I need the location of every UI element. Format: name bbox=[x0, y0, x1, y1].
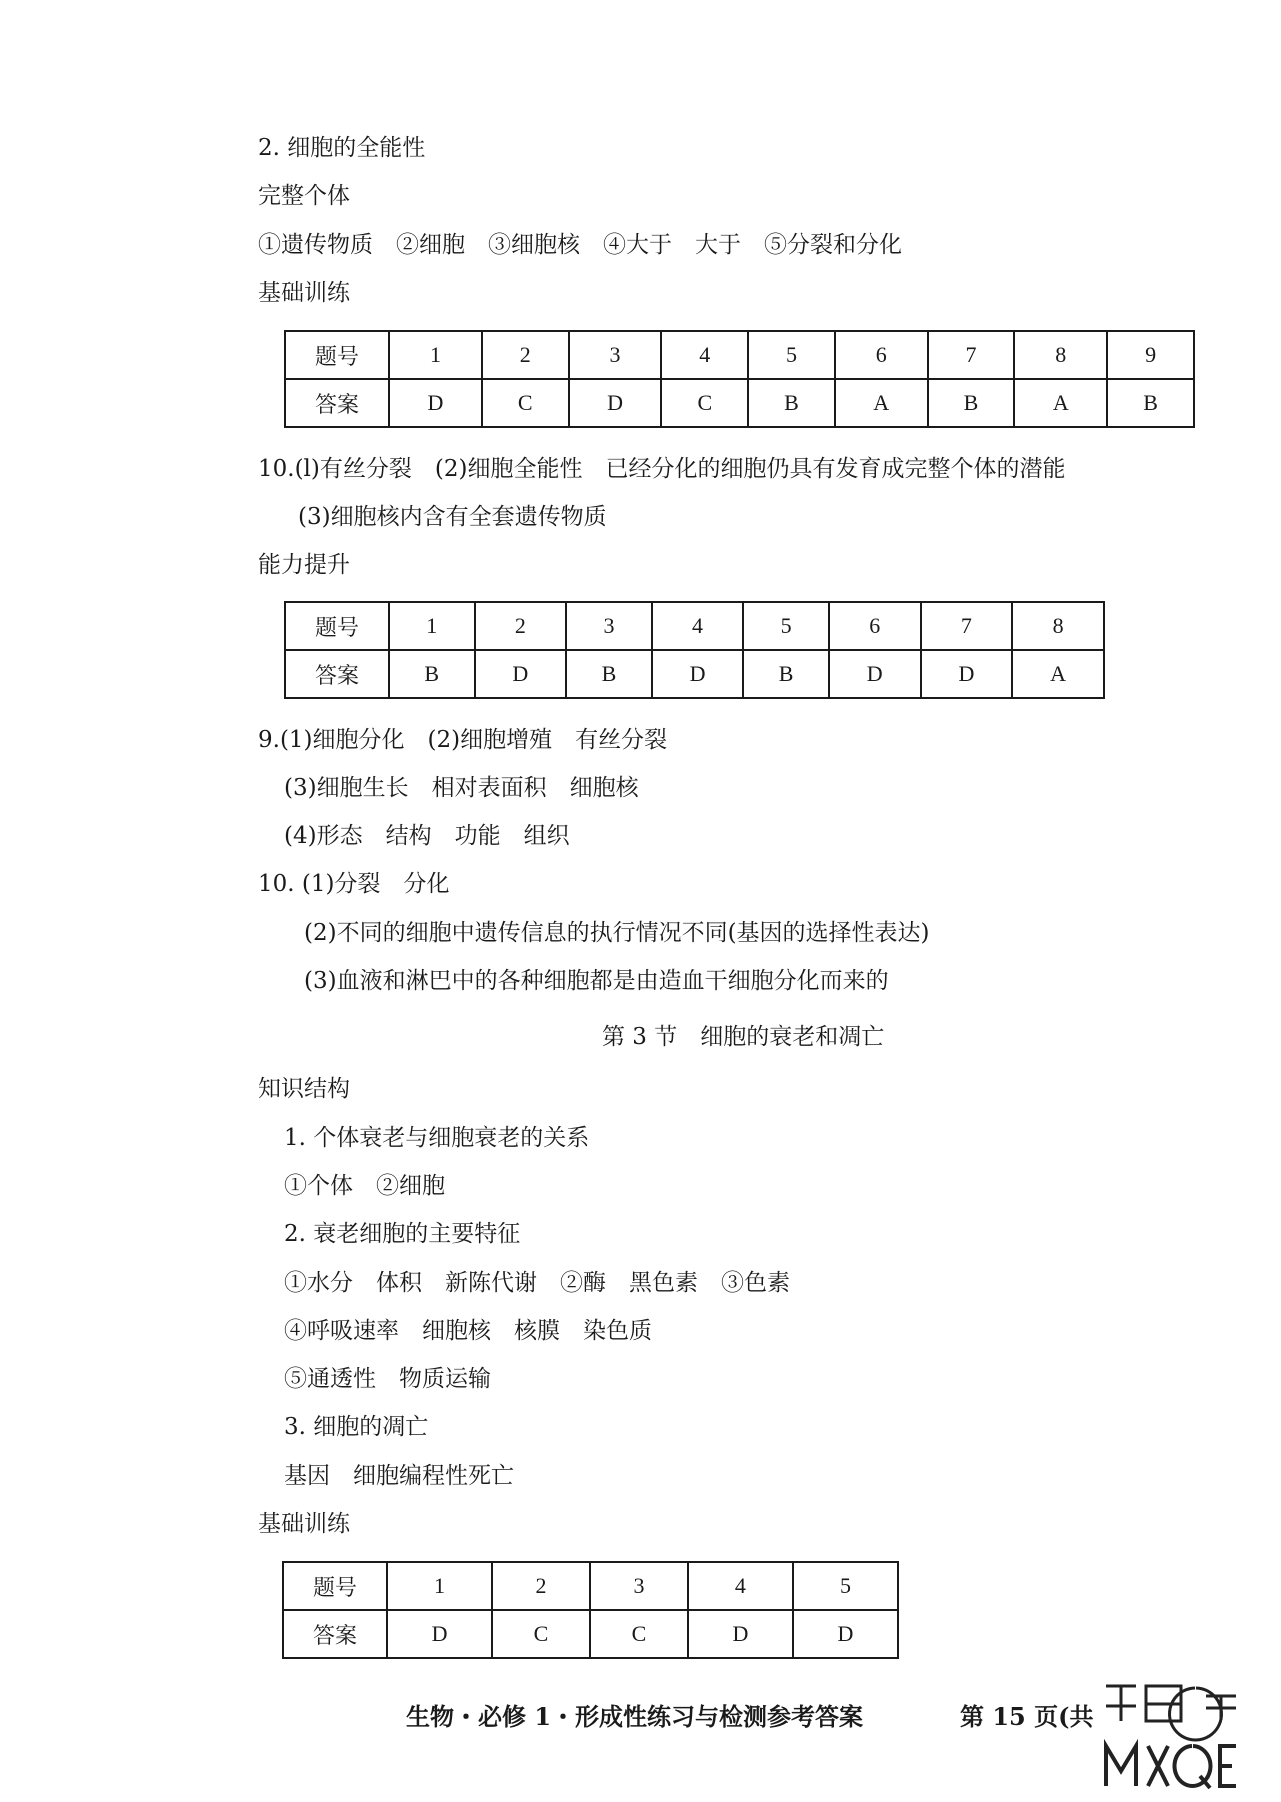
text-line: ④呼吸速率 细胞核 核膜 染色质 bbox=[284, 1318, 652, 1344]
table-cell: 7 bbox=[928, 331, 1015, 379]
text-line: 2. 衰老细胞的主要特征 bbox=[284, 1221, 521, 1247]
text-line: ①遗传物质 ②细胞 ③细胞核 ④大于 大于 ⑤分裂和分化 bbox=[258, 232, 902, 258]
text-line: ①个体 ②细胞 bbox=[284, 1173, 445, 1199]
table-row bbox=[285, 602, 1104, 650]
table-header-label: 题号 bbox=[285, 331, 389, 379]
answer-table-1 bbox=[284, 330, 1195, 428]
table-cell: B bbox=[928, 379, 1015, 427]
table-cell: D bbox=[829, 650, 921, 698]
table-cell: 3 bbox=[569, 331, 662, 379]
table-cell: D bbox=[921, 650, 1013, 698]
text-line: 完整个体 bbox=[258, 183, 350, 209]
table-header-label: 题号 bbox=[285, 602, 389, 650]
table-cell: 5 bbox=[793, 1562, 898, 1610]
table-row bbox=[283, 1562, 898, 1610]
table-cell: 8 bbox=[1012, 602, 1104, 650]
footer-page-number: 第 15 页(共 bbox=[960, 1702, 1094, 1731]
table-cell: 1 bbox=[389, 602, 475, 650]
text-line: ⑤通透性 物质运输 bbox=[284, 1366, 491, 1392]
table-cell: 3 bbox=[566, 602, 652, 650]
text-line: 9.(1)细胞分化 (2)细胞增殖 有丝分裂 bbox=[258, 727, 668, 753]
section-heading: 知识结构 bbox=[258, 1076, 350, 1102]
table-answer-label: 答案 bbox=[285, 650, 389, 698]
section-title: 2. 细胞的全能性 bbox=[258, 135, 426, 161]
table-cell: 7 bbox=[921, 602, 1013, 650]
table-header-label: 题号 bbox=[283, 1562, 387, 1610]
table-cell: C bbox=[661, 379, 748, 427]
table-cell: C bbox=[482, 379, 569, 427]
table-cell: 9 bbox=[1107, 331, 1194, 379]
table-cell: D bbox=[389, 379, 482, 427]
text-line: 3. 细胞的凋亡 bbox=[284, 1414, 429, 1440]
text-line: (4)形态 结构 功能 组织 bbox=[284, 823, 570, 849]
table-cell: B bbox=[743, 650, 829, 698]
table-cell: 4 bbox=[652, 602, 744, 650]
table-cell: 4 bbox=[661, 331, 748, 379]
answer-table-2 bbox=[284, 601, 1105, 699]
table-cell: D bbox=[387, 1610, 492, 1658]
text-line: 10. (1)分裂 分化 bbox=[258, 871, 450, 897]
watermark-logo bbox=[1096, 1676, 1276, 1796]
table-cell: 1 bbox=[387, 1562, 492, 1610]
table-cell: D bbox=[652, 650, 744, 698]
table-cell: 2 bbox=[492, 1562, 590, 1610]
table-cell: D bbox=[793, 1610, 898, 1658]
table-cell: B bbox=[1107, 379, 1194, 427]
table-cell: 1 bbox=[389, 331, 482, 379]
text-line: (3)细胞核内含有全套遗传物质 bbox=[298, 504, 607, 530]
text-line: 基因 细胞编程性死亡 bbox=[284, 1463, 514, 1489]
table-cell: 8 bbox=[1014, 331, 1107, 379]
text-line: (3)细胞生长 相对表面积 细胞核 bbox=[284, 775, 639, 801]
footer-title: 生物・必修 1・形成性练习与检测参考答案 bbox=[406, 1702, 864, 1731]
table-cell: 2 bbox=[475, 602, 567, 650]
table-cell: 6 bbox=[835, 331, 928, 379]
table-cell: 4 bbox=[688, 1562, 793, 1610]
table-cell: B bbox=[566, 650, 652, 698]
answer-table-3 bbox=[282, 1561, 899, 1659]
table-row bbox=[285, 331, 1194, 379]
table-answer-label: 答案 bbox=[283, 1610, 387, 1658]
table-answer-label: 答案 bbox=[285, 379, 389, 427]
text-line: (2)不同的细胞中遗传信息的执行情况不同(基因的选择性表达) bbox=[304, 920, 930, 946]
table-cell: C bbox=[492, 1610, 590, 1658]
watermark-logo-graphic bbox=[1096, 1676, 1276, 1796]
table-row bbox=[285, 379, 1194, 427]
table-cell: 3 bbox=[590, 1562, 688, 1610]
table-cell: 5 bbox=[743, 602, 829, 650]
chapter-title: 第 3 节 细胞的衰老和凋亡 bbox=[602, 1024, 885, 1050]
table-row bbox=[283, 1610, 898, 1658]
table-row bbox=[285, 650, 1104, 698]
table-cell: C bbox=[590, 1610, 688, 1658]
table-cell: B bbox=[389, 650, 475, 698]
section-heading: 基础训练 bbox=[258, 280, 350, 306]
section-heading: 能力提升 bbox=[258, 552, 350, 578]
table-cell: 6 bbox=[829, 602, 921, 650]
table-cell: 2 bbox=[482, 331, 569, 379]
table-cell: A bbox=[1014, 379, 1107, 427]
table-cell: B bbox=[748, 379, 835, 427]
text-line: (3)血液和淋巴中的各种细胞都是由造血干细胞分化而来的 bbox=[304, 968, 889, 994]
table-cell: A bbox=[1012, 650, 1104, 698]
table-cell: A bbox=[835, 379, 928, 427]
section-heading: 基础训练 bbox=[258, 1511, 350, 1537]
table-cell: D bbox=[475, 650, 567, 698]
table-cell: D bbox=[569, 379, 662, 427]
text-line: 10.(l)有丝分裂 (2)细胞全能性 已经分化的细胞仍具有发育成完整个体的潜能 bbox=[258, 456, 1066, 482]
text-line: ①水分 体积 新陈代谢 ②酶 黑色素 ③色素 bbox=[284, 1270, 790, 1296]
table-cell: 5 bbox=[748, 331, 835, 379]
text-line: 1. 个体衰老与细胞衰老的关系 bbox=[284, 1125, 590, 1151]
table-cell: D bbox=[688, 1610, 793, 1658]
